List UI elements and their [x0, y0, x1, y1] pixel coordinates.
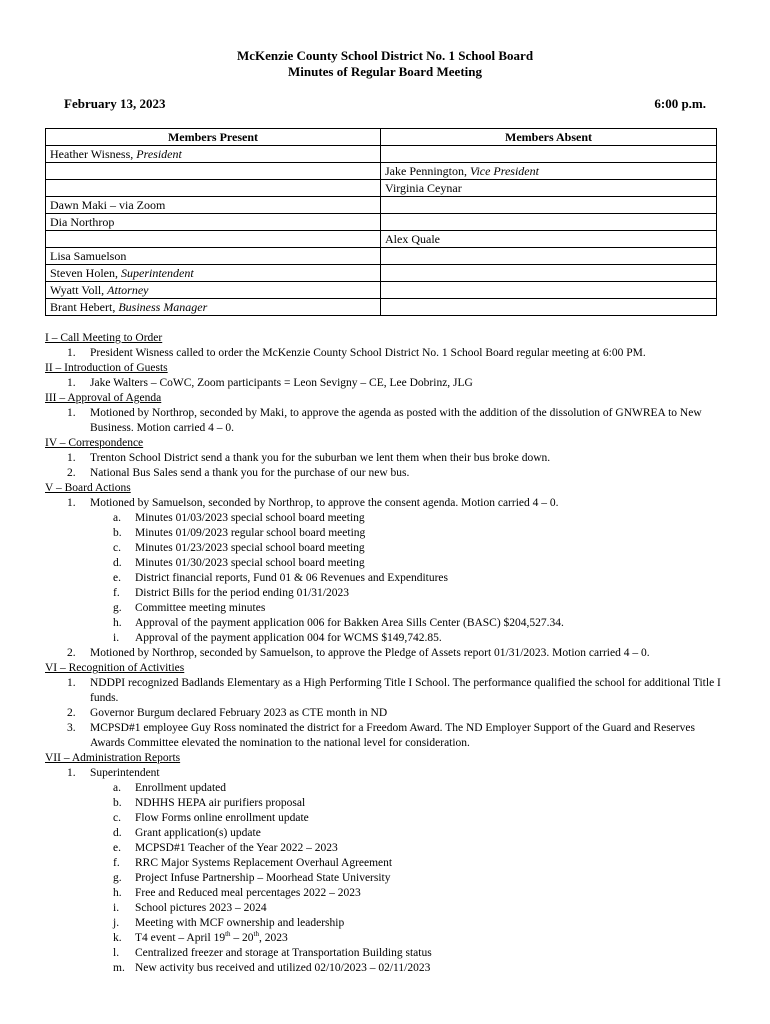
members-table: [45, 128, 717, 316]
sub-item-letter: m.: [113, 962, 125, 974]
sub-item-letter: h.: [113, 887, 122, 899]
member-absent-cell: [381, 231, 717, 248]
members-table-row: [46, 197, 717, 214]
sub-list-item: [45, 511, 725, 526]
sub-item-text: Minutes 01/09/2023 regular school board meeting: [135, 527, 366, 539]
section-heading-agenda: III – Approval of Agenda: [45, 392, 162, 404]
item-text: Motioned by Northrop, seconded by Maki, to approve the agenda as posted with the addition of the dissolution of GNWREA to New Business. Motion carried 4 – 0.: [90, 407, 702, 434]
member-present-cell: Steven Holen, Superintendent: [46, 265, 381, 282]
meeting-date: February 13, 2023: [64, 96, 166, 111]
sub-list-item: [45, 601, 725, 616]
sub-item-letter: d.: [113, 557, 122, 569]
member-name: Brant Hebert: [50, 300, 113, 314]
member-absent-cell: [381, 146, 717, 163]
ordinal-suffix: th: [253, 930, 259, 939]
sub-item-letter: a.: [113, 512, 121, 524]
section-heading-admin-reports: VII – Administration Reports: [45, 752, 181, 764]
item-number: 1.: [67, 347, 76, 359]
sub-item-text: District financial reports, Fund 01 & 06 Revenues and Expenditures: [135, 572, 448, 584]
sub-list-item: [45, 856, 725, 871]
member-title: Attorney: [107, 283, 149, 297]
sub-list-item: [45, 916, 725, 931]
item-text: Superintendent: [90, 767, 160, 779]
member-present-cell: [46, 197, 381, 214]
member-present-cell: Heather Wisness, President: [46, 146, 381, 163]
sub-item-text-part: , 2023: [258, 932, 288, 944]
superintendent-report-list: [45, 781, 725, 976]
sub-list-item: [45, 571, 725, 586]
sub-item-letter: f.: [113, 587, 120, 599]
members-table-row: [46, 282, 717, 299]
sub-item-letter: c.: [113, 812, 121, 824]
members-table-header: [46, 129, 717, 146]
sub-item-text: Flow Forms online enrollment update: [135, 812, 309, 824]
item-number: 2.: [67, 707, 76, 719]
list-item: [45, 376, 725, 391]
sub-list-item: [45, 781, 725, 796]
sub-list-item: [45, 616, 725, 631]
members-table-row: [46, 146, 717, 163]
member-present-cell: [46, 231, 381, 248]
member-absent-cell: Jake Pennington, Vice President: [381, 163, 717, 180]
sub-item-letter: j.: [113, 917, 120, 929]
sub-item-text: MCPSD#1 Teacher of the Year 2022 – 2023: [135, 842, 338, 854]
member-name: Dia Northrop: [50, 215, 115, 229]
item-number: 3.: [67, 722, 76, 734]
sub-item-text-part: – 20: [230, 932, 254, 944]
sub-item-letter: e.: [113, 842, 121, 854]
sub-list-item: [45, 886, 725, 901]
item-text: Motioned by Samuelson, seconded by Northrop, to approve the consent agenda. Motion carried 4 – 0.: [90, 497, 559, 509]
sub-item-text: Minutes 01/23/2023 special school board meeting: [135, 542, 365, 554]
sub-item-letter: c.: [113, 542, 121, 554]
members-table-row: [46, 214, 717, 231]
member-absent-cell: [381, 299, 717, 316]
sub-item-letter: k.: [113, 932, 122, 944]
members-present-header: Members Present: [46, 129, 381, 146]
sub-item-text: RRC Major Systems Replacement Overhaul Agreement: [135, 857, 393, 869]
sub-item-text: Approval of the payment application 006 for Bakken Area Sills Center (BASC) $204,527.34.: [135, 617, 564, 629]
sub-list-item: [45, 586, 725, 601]
sub-list-item: [45, 826, 725, 841]
meeting-time: 6:00 p.m.: [654, 96, 706, 111]
sub-item-text: Free and Reduced meal percentages 2022 – 2023: [135, 887, 361, 899]
sub-list-item: [45, 541, 725, 556]
sub-item-letter: i.: [113, 632, 120, 644]
member-name: Heather Wisness: [50, 147, 131, 161]
sub-item-text: NDHHS HEPA air purifiers proposal: [135, 797, 306, 809]
section-heading-correspondence: IV – Correspondence: [45, 437, 144, 449]
sub-item-text: Meeting with MCF ownership and leadership: [135, 917, 345, 929]
member-present-cell: Wyatt Voll, Attorney: [46, 282, 381, 299]
sub-list-item: [45, 631, 725, 646]
list-item: [45, 766, 725, 781]
sub-item-letter: g.: [113, 872, 122, 884]
item-text: MCPSD#1 employee Guy Ross nominated the district for a Freedom Award. The ND Employer Support of the Guard and Reserves Awards Committee elevated the nomination to the national level for consideration.: [90, 722, 695, 749]
document-title: McKenzie County School District No. 1 School Board: [236, 48, 534, 63]
sub-item-text: Grant application(s) update: [135, 827, 261, 839]
sub-list-item: [45, 946, 725, 961]
sub-item-letter: f.: [113, 857, 120, 869]
members-table-row: [46, 231, 717, 248]
item-text: Jake Walters – CoWC, Zoom participants = Leon Sevigny – CE, Lee Dobrinz, JLG: [90, 377, 473, 389]
member-name: Alex Quale: [385, 232, 440, 246]
item-text: Governor Burgum declared February 2023 as CTE month in ND: [90, 707, 388, 719]
item-number: 1.: [67, 497, 76, 509]
sub-item-letter: b.: [113, 797, 122, 809]
list-item: [45, 676, 725, 706]
list-item: [45, 346, 725, 361]
minutes-body: [45, 331, 725, 976]
item-number: 2.: [67, 467, 76, 479]
member-title: Business Manager: [118, 300, 208, 314]
sub-item-text: Minutes 01/30/2023 special school board meeting: [135, 557, 365, 569]
item-text: National Bus Sales send a thank you for the purchase of our new bus.: [90, 467, 410, 479]
member-name: Virginia Ceynar: [385, 181, 462, 195]
sub-list-item: [45, 871, 725, 886]
sub-item-text: Approval of the payment application 004 for WCMS $149,742.85.: [135, 632, 442, 644]
member-absent-cell: [381, 248, 717, 265]
member-name: Steven Holen: [50, 266, 115, 280]
sub-item-text: New activity bus received and utilized 02/10/2023 – 02/11/2023: [135, 962, 431, 974]
section-heading-call-to-order: I – Call Meeting to Order: [45, 332, 163, 344]
member-name: Lisa Samuelson: [50, 249, 127, 263]
member-absent-cell: [381, 180, 717, 197]
member-present-cell: Brant Hebert, Business Manager: [46, 299, 381, 316]
member-absent-cell: [381, 214, 717, 231]
item-number: 1.: [67, 767, 76, 779]
item-number: 1.: [67, 452, 76, 464]
sub-item-letter: i.: [113, 902, 120, 914]
list-item: [45, 406, 725, 436]
list-item: [45, 496, 725, 511]
member-name: Jake Pennington: [385, 164, 464, 178]
item-text: NDDPI recognized Badlands Elementary as a High Performing Title I School. The performance qualified the school for additional Title I funds.: [90, 677, 721, 704]
members-table-row: [46, 248, 717, 265]
member-present-cell: [46, 180, 381, 197]
item-text: President Wisness called to order the McKenzie County School District No. 1 School Board regular meeting at 6:00 PM.: [90, 347, 646, 359]
member-present-cell: [46, 163, 381, 180]
sub-item-text-part: T4 event – April 19: [135, 932, 226, 944]
member-title: President: [136, 147, 182, 161]
sub-item-letter: e.: [113, 572, 121, 584]
sub-item-letter: b.: [113, 527, 122, 539]
section-heading-recognition: VI – Recognition of Activities: [45, 662, 185, 674]
section-heading-guests: II – Introduction of Guests: [45, 362, 168, 374]
ordinal-suffix: th: [225, 930, 231, 939]
sub-list-item: [45, 961, 725, 976]
member-name: Dawn Maki – via Zoom: [50, 198, 166, 212]
sub-list-item: [45, 931, 725, 946]
consent-agenda-list: [45, 511, 725, 646]
member-title: Vice President: [470, 164, 539, 178]
document-subtitle: Minutes of Regular Board Meeting: [287, 64, 483, 79]
item-number: 1.: [67, 377, 76, 389]
list-item: [45, 646, 725, 661]
sub-list-item: [45, 526, 725, 541]
members-table-body: [46, 146, 717, 316]
member-absent-cell: [381, 197, 717, 214]
item-text: Motioned by Northrop, seconded by Samuelson, to approve the Pledge of Assets report 01/31/2023. Motion carried 4 – 0.: [90, 647, 650, 659]
item-number: 1.: [67, 677, 76, 689]
sub-item-text: Minutes 01/03/2023 special school board meeting: [135, 512, 365, 524]
member-title: Superintendent: [121, 266, 194, 280]
list-item: [45, 466, 725, 481]
members-table-row: [46, 180, 717, 197]
sub-item-letter: g.: [113, 602, 122, 614]
members-table-row: [46, 299, 717, 316]
list-item: [45, 721, 725, 751]
sub-item-letter: l.: [113, 947, 120, 959]
list-item: [45, 706, 725, 721]
sub-item-text: [135, 932, 288, 944]
item-number: 2.: [67, 647, 76, 659]
item-number: 1.: [67, 407, 76, 419]
sub-list-item: [45, 901, 725, 916]
sub-list-item: [45, 841, 725, 856]
sub-item-text: Project Infuse Partnership – Moorhead State University: [135, 872, 391, 884]
sub-list-item: [45, 796, 725, 811]
sub-item-text: District Bills for the period ending 01/31/2023: [135, 587, 350, 599]
sub-item-text: Enrollment updated: [135, 782, 227, 794]
sub-item-text: Centralized freezer and storage at Transportation Building status: [135, 947, 432, 959]
sub-list-item: [45, 811, 725, 826]
member-name: Wyatt Voll: [50, 283, 102, 297]
section-heading-board-actions: V – Board Actions: [45, 482, 131, 494]
sub-item-text: Committee meeting minutes: [135, 602, 266, 614]
members-table-row: [46, 163, 717, 180]
members-table-row: [46, 265, 717, 282]
sub-item-letter: h.: [113, 617, 122, 629]
list-item: [45, 451, 725, 466]
sub-item-letter: a.: [113, 782, 121, 794]
member-absent-cell: [381, 282, 717, 299]
sub-list-item: [45, 556, 725, 571]
sub-item-text: School pictures 2023 – 2024: [135, 902, 267, 914]
sub-item-letter: d.: [113, 827, 122, 839]
members-absent-header: Members Absent: [381, 129, 717, 146]
member-absent-cell: [381, 265, 717, 282]
member-present-cell: [46, 214, 381, 231]
member-present-cell: [46, 248, 381, 265]
item-text: Trenton School District send a thank you for the suburban we lent them when their bus broke down.: [90, 452, 551, 464]
